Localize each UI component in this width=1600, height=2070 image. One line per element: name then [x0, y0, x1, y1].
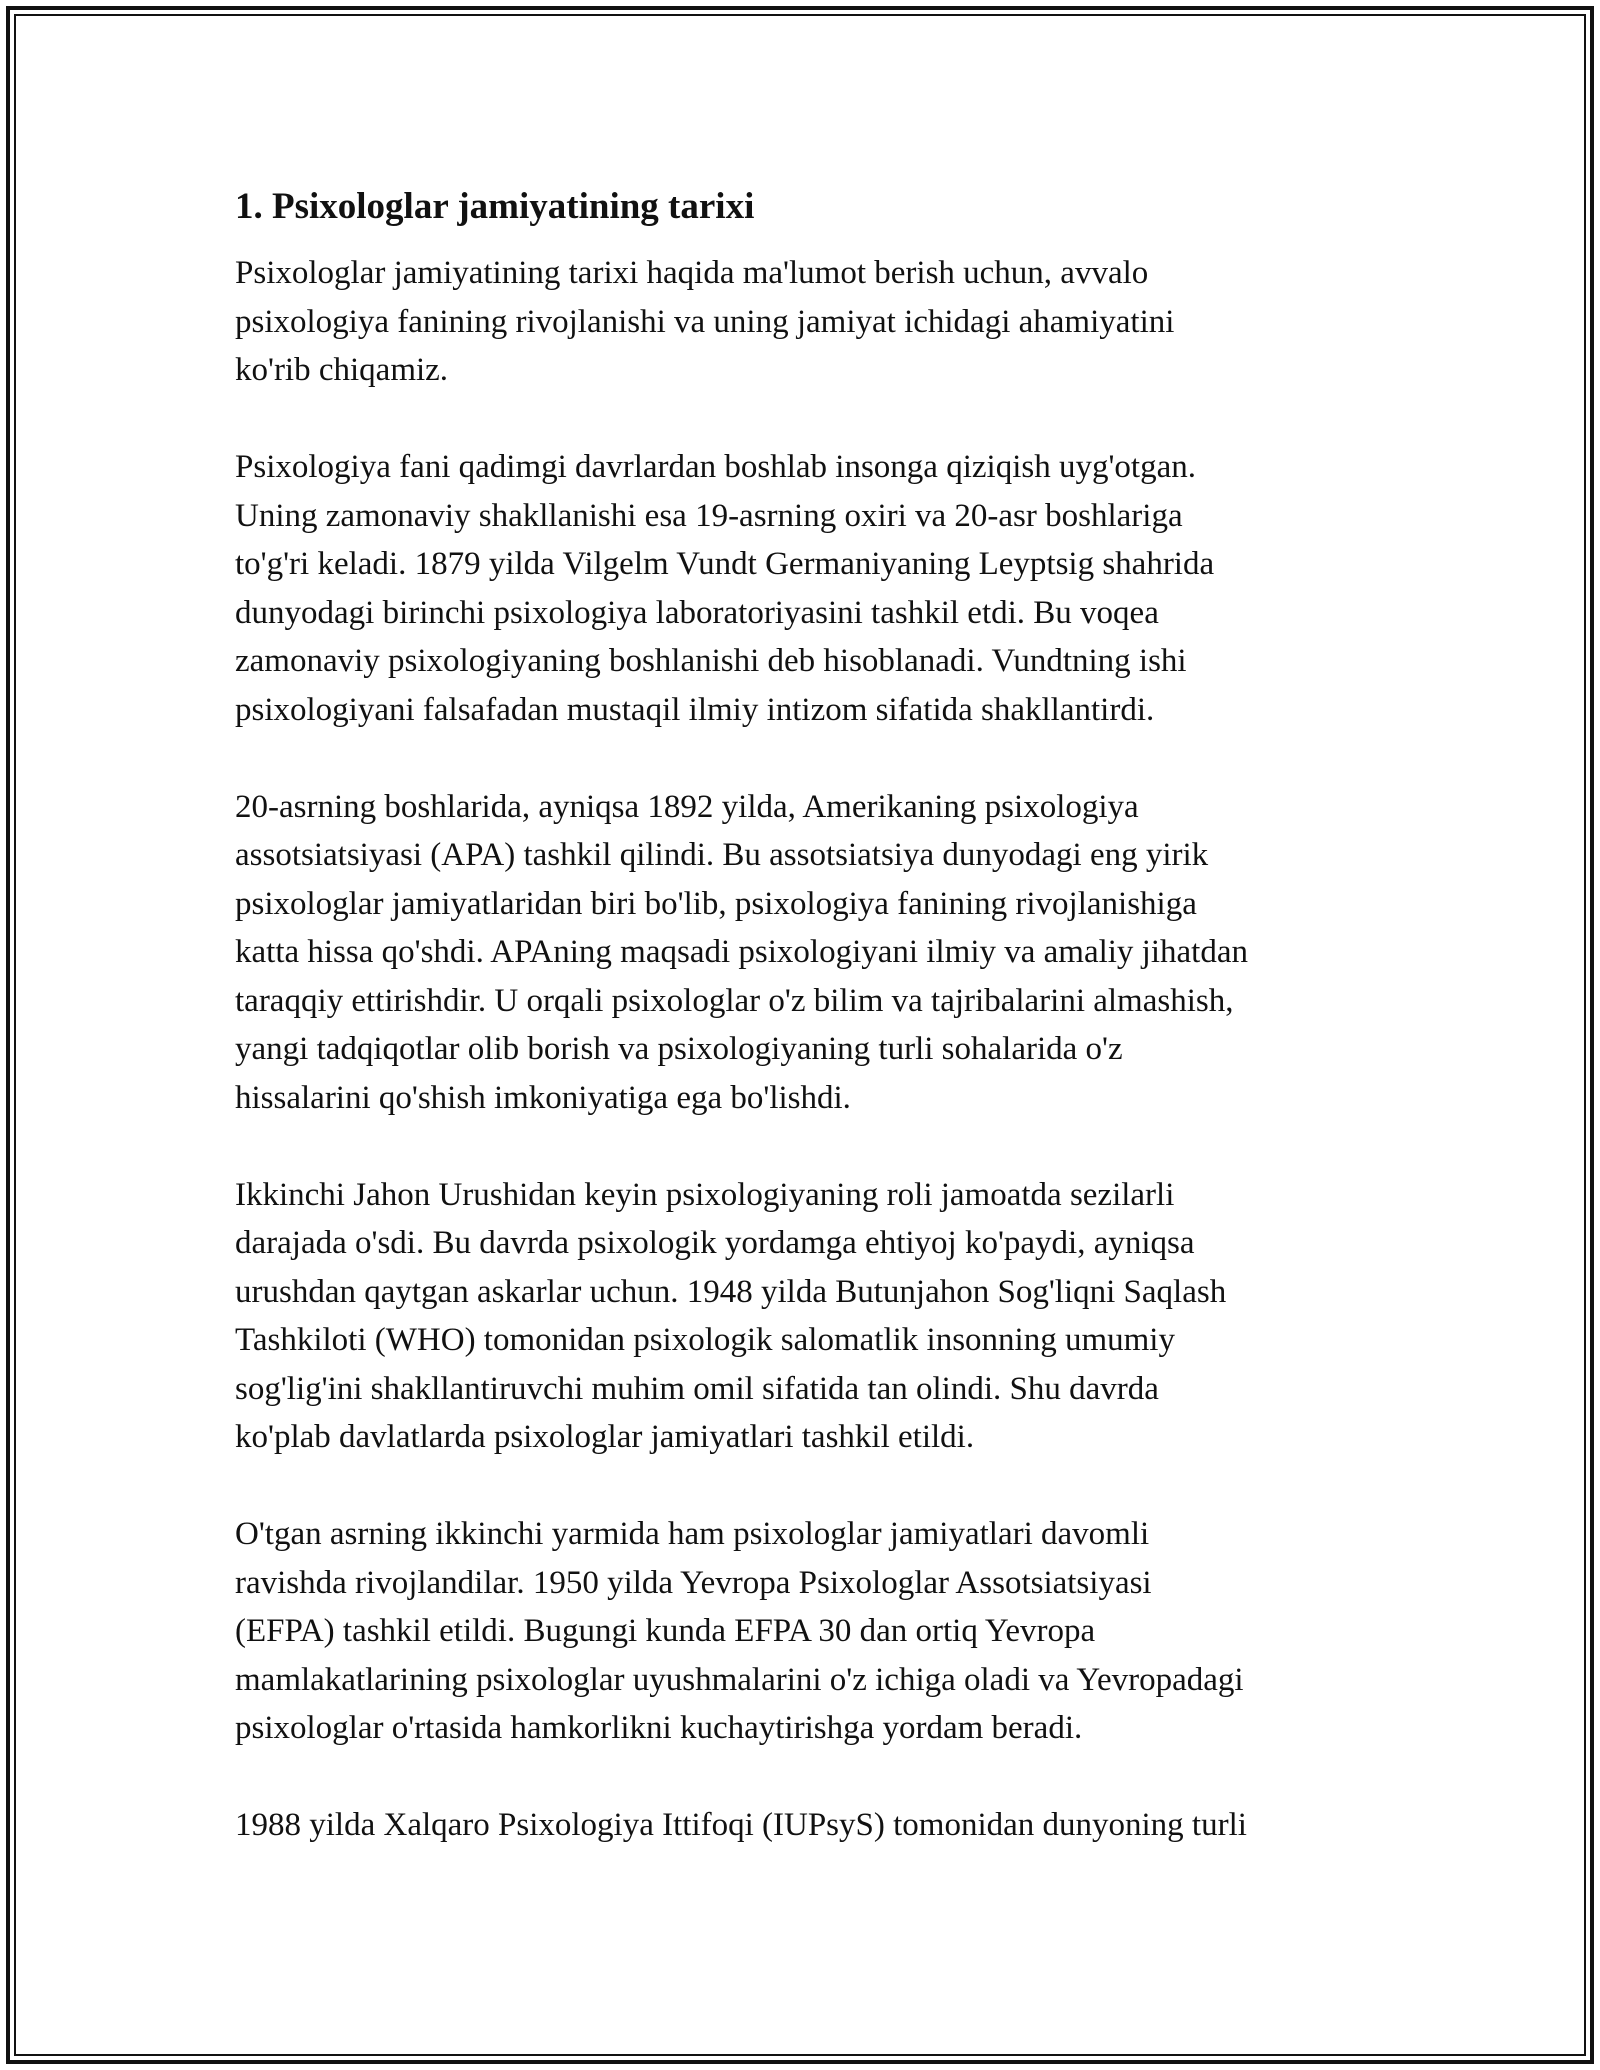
text-line: psixologiyani falsafadan mustaqil ilmiy intizom sifatida shakllantirdi. — [235, 691, 1155, 728]
text-line: sog'lig'ini shakllantiruvchi muhim omil sifatida tan olindi. Shu davrda — [235, 1370, 1159, 1407]
text-line: Psixologiya fani qadimgi davrlardan boshlab insonga qiziqish uyg'otgan. — [235, 449, 1196, 485]
paragraph-ww2 — [235, 1171, 1385, 1462]
text-line: psixologiya fanining rivojlanishi va uning jamiyat ichidagi ahamiyatini — [235, 303, 1175, 340]
text-line: katta hissa qo'shdi. APAning maqsadi psixologiyani ilmiy va amaliy jihatdan — [235, 934, 1248, 970]
paragraph-efpa — [235, 1510, 1385, 1753]
text-line: ravishda rivojlandilar. 1950 yilda Yevropa Psixologlar Assotsiatsiyasi — [235, 1564, 1152, 1601]
text-line: to'g'ri keladi. 1879 yilda Vilgelm Vundt Germaniyaning Leyptsig shahrida — [235, 546, 1215, 582]
text-line: 1988 yilda Xalqaro Psixologiya Ittifoqi (IUPsyS) tomonidan dunyoning turli — [235, 1807, 1247, 1843]
paragraph-iupsys — [235, 1801, 1385, 1850]
text-line: darajada o'sdi. Bu davrda psixologik yordamga ehtiyoj ko'paydi, ayniqsa — [235, 1225, 1195, 1261]
paragraph-intro — [235, 249, 1385, 395]
text-line: yangi tadqiqotlar olib borish va psixologiyaning turli sohalarida o'z — [235, 1031, 1123, 1067]
text-line: hissalarini qo'shish imkoniyatiga ega bo'lishdi. — [235, 1079, 851, 1116]
text-line: taraqqiy ettirishdir. U orqali psixologlar o'z bilim va tajribalarini almashish, — [235, 982, 1234, 1019]
text-line: Ikkinchi Jahon Urushidan keyin psixologiyaning roli jamoatda sezilarli — [235, 1176, 1175, 1213]
text-line: dunyodagi birinchi psixologiya laboratoriyasini tashkil etdi. Bu voqea — [235, 594, 1159, 631]
text-line: mamlakatlarining psixologlar uyushmalarini o'z ichiga oladi va Yevropadagi — [235, 1661, 1244, 1698]
text-line: zamonaviy psixologiyaning boshlanishi deb hisoblanadi. Vundtning ishi — [235, 643, 1187, 679]
text-line: Tashkiloti (WHO) tomonidan psixologik salomatlik insonning umumiy — [235, 1322, 1175, 1358]
text-line: assotsiatsiyasi (APA) tashkil qilindi. Bu assotsiatsiya dunyodagi eng yirik — [235, 837, 1209, 873]
text-line: psixologlar jamiyatlaridan biri bo'lib, psixologiya fanining rivojlanishiga — [235, 885, 1197, 922]
text-line: 20-asrning boshlarida, ayniqsa 1892 yilda, Amerikaning psixologiya — [235, 788, 1139, 825]
text-line: urushdan qaytgan askarlar uchun. 1948 yilda Butunjahon Sog'liqni Saqlash — [235, 1273, 1227, 1310]
text-line: Uning zamonaviy shakllanishi esa 19-asrning oxiri va 20-asr boshlariga — [235, 497, 1183, 534]
text-line: psixologlar o'rtasida hamkorlikni kuchaytirishga yordam beradi. — [235, 1710, 1083, 1746]
text-line: Psixologlar jamiyatining tarixi haqida ma'lumot berish uchun, avvalo — [235, 255, 1149, 291]
paragraph-wundt — [235, 443, 1385, 734]
text-line: (EFPA) tashkil etildi. Bugungi kunda EFPA 30 dan ortiq Yevropa — [235, 1613, 1096, 1649]
paragraph-apa — [235, 783, 1385, 1123]
text-line: O'tgan asrning ikkinchi yarmida ham psixologlar jamiyatlari davomli — [235, 1516, 1150, 1552]
text-line: ko'rib chiqamiz. — [235, 352, 449, 388]
section-heading: 1. Psixologlar jamiyatining tarixi — [235, 186, 755, 227]
document-body — [235, 183, 1385, 1898]
text-line: ko'plab davlatlarda psixologlar jamiyatlari tashkil etildi. — [235, 1419, 975, 1455]
